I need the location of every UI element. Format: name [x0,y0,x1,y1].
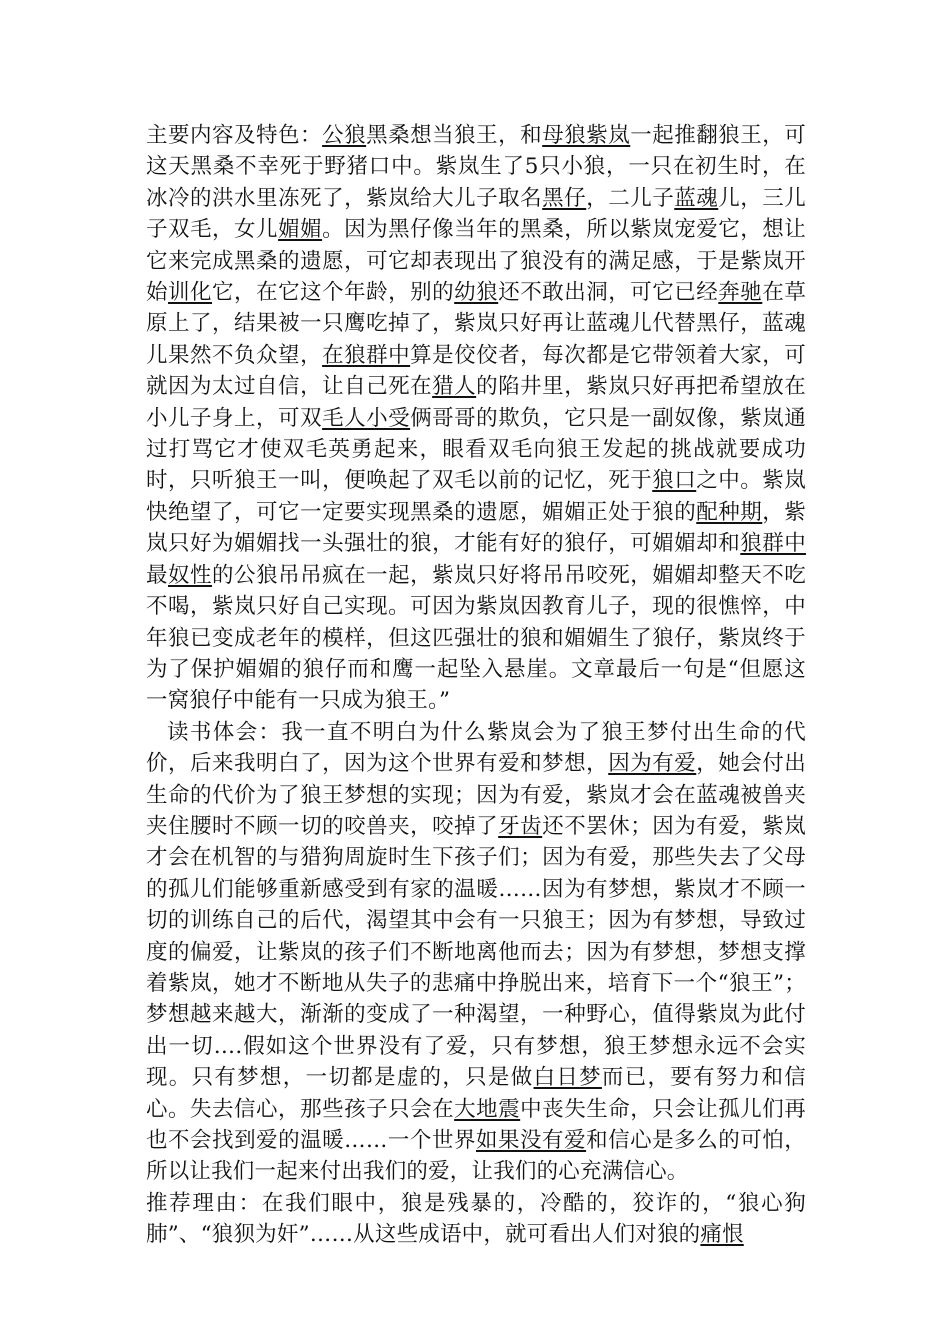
text-run: 黑桑想当狼王，和 [366,123,543,148]
text-run: 中丧失生命，只会让孤儿们再也不会找到爱的温暖……一个世界 [146,1096,806,1153]
text-run: 儿，三儿子双毛，女儿 [146,185,807,243]
paragraph-recommendation [146,1188,806,1251]
underlined-term: 配种期 [696,499,763,525]
text-run: 主要内容及特色： [146,123,323,148]
underlined-term: 幼狼 [454,280,499,306]
text-run: 。因为黑仔像当年的黑桑，所以紫岚宠爱它，想让它来完成黑桑的遗愿，可它却表现出了狼没有的满足感，于是紫岚开始 [146,217,807,306]
text-run: ，她会付出生命的代价为了狼王梦想的实现；因为有爱，紫岚才会在蓝魂被兽夹夹住腰时不顾一切的咬兽夹，咬掉了 [146,751,806,839]
text-run: 在草原上了，结果被一只鹰吃掉了，紫岚只好再让蓝魂儿代替黑仔，蓝魂儿果然不负众望， [146,280,807,368]
paragraph-summary [146,120,806,717]
text-run: 和信心是多么的可怕，所以让我们一起来付出我们的爱，让我们的心充满信心。 [146,1128,806,1185]
underlined-term: 奔驰 [718,280,763,306]
text-run: ，紫岚只好为媚媚找一头强壮的狼，才能有好的狼仔，可媚媚却和 [146,499,806,557]
text-run: 算是佼佼者，每次都是它带领着大家，可就因为太过自信，让自己死在 [146,342,806,400]
document-body [146,120,806,1251]
text-run: 读书体会：我一直不明白为什么紫岚会为了狼王梦付出生命的代价，后来我明白了，因为这个世界有爱和梦想， [146,719,806,777]
underlined-term: 痛恨 [700,1222,744,1248]
underlined-term: 在狼群中 [322,342,411,368]
text-run: ，二儿子 [586,185,675,211]
underlined-term: 白日梦 [533,1065,602,1091]
text-run: 之中。紫岚快绝望了，可它一定要实现黑桑的遗愿，媚媚正处于狼的 [146,468,806,525]
underlined-term: 牙齿 [498,813,543,839]
underlined-term: 蓝魂 [674,185,719,211]
underlined-term: 黑仔 [542,185,587,211]
text-run: 的公狼吊吊疯在一起，紫岚只好将吊吊咬死，媚媚却整天不吃不喝，紫岚只好自己实现。可因为紫岚因教育儿子，现的很憔悴，中年狼已变成老年的模样，但这匹强壮的狼和媚媚生了狼仔，紫岚终于为了保护媚媚的狼仔而和鹰一起坠入悬崖。文章最后一句是“但愿这一窝狼仔中能有一只成为狼王。” [146,562,807,714]
underlined-term: 毛人小受 [322,405,411,431]
underlined-term: 训化 [168,280,213,306]
paragraph-reflection [146,717,806,1188]
underlined-term: 如果没有爱 [475,1128,587,1153]
underlined-term: 母狼紫岚 [542,123,631,148]
underlined-term: 因为有爱 [608,751,697,777]
underlined-term: 奴性 [168,562,213,588]
underlined-term: 大地震 [454,1096,521,1122]
text-run: 推荐理由：在我们眼中，狼是残暴的，冷酷的，狡诈的，“狼心狗肺”、“狼狈为奸”……从这些成语中，就可看出人们对狼的 [146,1190,806,1248]
underlined-term: 狼口 [652,468,697,494]
text-run: 的陷井里，紫岚只好再把希望放在小儿子身上，可双 [146,374,806,431]
text-run: 还不敢出洞，可它已经 [498,280,719,306]
underlined-term: 狼群中 [740,531,807,557]
text-run: 最 [146,562,169,588]
underlined-term: 媚媚 [278,217,323,243]
text-run: 还不罢休；因为有爱，紫岚才会在机智的与猎狗周旋时生下孩子们；因为有爱，那些失去了父母的孤儿们能够重新感受到有家的温暖……因为有梦想，紫岚才不顾一切的训练自己的后代，渴望其中会有一只狼王；因为有梦想，导致过度的偏爱，让紫岚的孩子们不断地离他而去；因为有梦想，梦想支撑着紫岚，她才不断地从失子的悲痛中挣脱出来，培育下一个“狼王”；梦想越来越大，渐渐的变成了一种渴望，一种野心，值得紫岚为此付出一切….假如这个世界没有了爱，只有梦想，狼王梦想永远不会实现。只有梦想，一切都是虚的，只是做 [146,813,807,1091]
text-run: 俩哥哥的欺负，它只是一副奴像，紫岚通过打骂它才使双毛英勇起来，眼看双毛向狼王发起的挑战就要成功时，只听狼王一叫，便唤起了双毛以前的记忆，死于 [146,405,806,494]
text-run: 一起推翻狼王，可这天黑桑不幸死于野猪口中。紫岚生了5只小狼，一只在初生时，在冰冷的洪水里冻死了，紫岚给大儿子取名 [146,123,806,211]
underlined-term: 猎人 [432,374,477,400]
text-run: 它，在它这个年龄，别的 [212,280,455,306]
underlined-term: 公狼 [322,123,367,148]
text-run: 而已，要有努力和信心。失去信心，那些孩子只会在 [146,1065,806,1122]
